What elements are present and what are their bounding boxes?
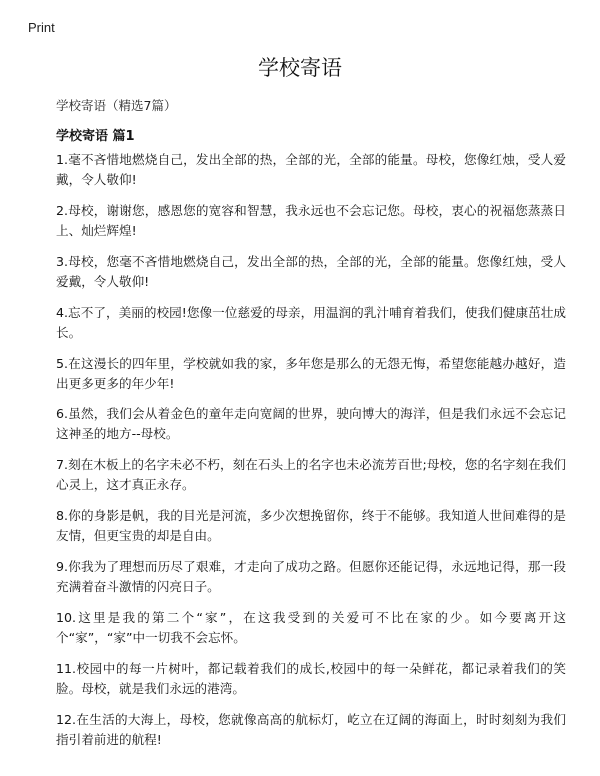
print-link[interactable]: Print (28, 20, 55, 35)
section-heading: 学校寄语 篇1 (56, 129, 135, 144)
paragraph: 3.母校，您毫不吝惜地燃烧自己，发出全部的热，全部的光，全部的能量。您像红烛，受人爱戴，令人敬仰! (56, 253, 566, 289)
paragraph: 4.忘不了，美丽的校园!您像一位慈爱的母亲，用温润的乳汁哺育着我们，使我们健康茁壮成长。 (56, 304, 566, 340)
paragraph: 8.你的身影是帆，我的目光是河流，多少次想挽留你，终于不能够。我知道人世间难得的是友情，但更宝贵的却是自由。 (56, 508, 566, 544)
paragraph: 6.虽然，我们会从着金色的童年走向宽阔的世界，驶向博大的海洋，但是我们永远不会忘记这神圣的地方--母校。 (56, 406, 566, 442)
document-title: 学校寄语 (258, 56, 342, 80)
paragraph: 12.在生活的大海上，母校，您就像高高的航标灯，屹立在辽阔的海面上，时时刻刻为我们指引着前进的航程! (56, 711, 566, 747)
paragraph: 11.校园中的每一片树叶，都记载着我们的成长,校园中的每一朵鲜花，都记录着我们的笑脸。母校，就是我们永远的港湾。 (56, 660, 566, 696)
paragraph-list (56, 150, 566, 761)
paragraph: 5.在这漫长的四年里，学校就如我的家，多年您是那么的无怨无悔，希望您能越办越好，造出更多更多的年少年! (56, 355, 566, 391)
paragraph: 7.刻在木板上的名字未必不朽，刻在石头上的名字也未必流芳百世;母校，您的名字刻在我们心灵上，这才真正永存。 (56, 457, 566, 493)
paragraph: 10.这里是我的第二个“家”，在这我受到的关爱可不比在家的少。如今要离开这个“家”，“家”中一切我不会忘怀。 (56, 610, 566, 646)
paragraph: 1.毫不吝惜地燃烧自己，发出全部的热，全部的光，全部的能量。母校，您像红烛，受人爱戴，令人敬仰! (56, 152, 566, 187)
paragraph: 2.母校，谢谢您，感恩您的宽容和智慧，我永远也不会忘记您。母校，衷心的祝福您蒸蒸日上、灿烂辉煌! (56, 202, 566, 238)
document-subtitle: 学校寄语（精选7篇） (56, 98, 177, 113)
paragraph: 9.你我为了理想而历尽了艰难，才走向了成功之路。但愿你还能记得，永远地记得，那一段充满着奋斗激情的闪亮日子。 (56, 559, 566, 595)
